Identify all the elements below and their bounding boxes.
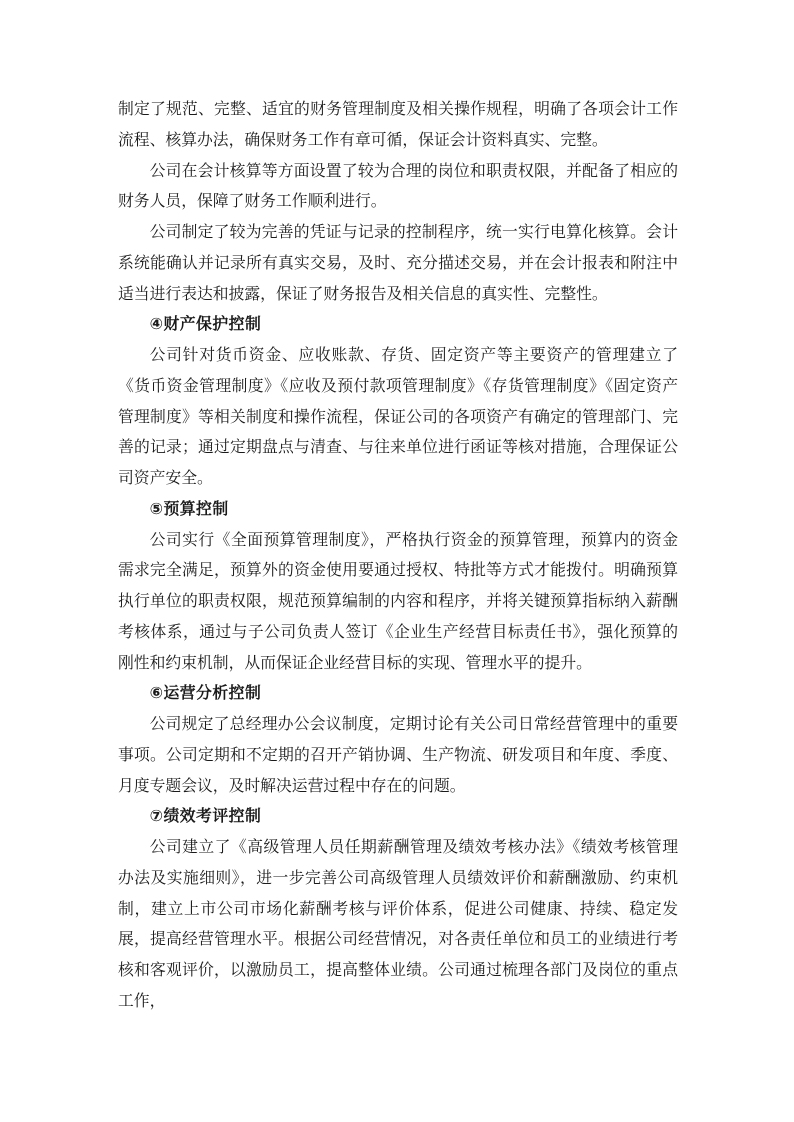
paragraph: 公司建立了《高级管理人员任期薪酬管理及绩效考核办法》《绩效考核管理办法及实施细则》，进一步完善公司高级管理人员绩效评价和薪酬激励、约束机制，建立上市公司市场化薪酬考核与评价体系，促进公司健康、持续、稳定发展，提高经营管理水平。根据公司经营情况，对各责任单位和员工的业绩进行考核和客观评价，以激励员工，提高整体业绩。公司通过梳理各部门及岗位的重点工作， — [118, 839, 678, 1010]
paragraph: 公司在会计核算等方面设置了较为合理的岗位和职责权限，并配备了相应的财务人员，保障了财务工作顺利进行。 — [118, 162, 678, 211]
paragraph-continuation: 制定了规范、完整、适宜的财务管理制度及相关操作规程，明确了各项会计工作流程、核算办法，确保财务工作有章可循，保证会计资料真实、完整。 — [118, 101, 678, 149]
text-block — [118, 95, 678, 1018]
section-heading-budget-control: ⑤预算控制 — [149, 500, 229, 518]
paragraph: 公司制定了较为完善的凭证与记录的控制程序，统一实行电算化核算。会计系统能确认并记录所有真实交易，及时、充分描述交易，并在会计报表和附注中适当进行表达和披露，保证了财务报告及相关信息的真实性、完整性。 — [118, 224, 678, 303]
paragraph: 公司针对货币资金、应收账款、存货、固定资产等主要资产的管理建立了《货币资金管理制度》《应收及预付款项管理制度》《存货管理制度》《固定资产管理制度》等相关制度和操作流程，保证公司的各项资产有确定的管理部门、完善的记录；通过定期盘点与清查、与往来单位进行函证等核对措施，合理保证公司资产安全。 — [118, 347, 678, 487]
paragraph: 公司实行《全面预算管理制度》，严格执行资金的预算管理，预算内的资金需求完全满足，预算外的资金使用要通过授权、特批等方式才能拨付。明确预算执行单位的职责权限，规范预算编制的内容和程序，并将关键预算指标纳入薪酬考核体系，通过与子公司负责人签订《企业生产经营目标责任书》，强化预算的刚性和约束机制，从而保证企业经营目标的实现、管理水平的提升。 — [118, 531, 678, 672]
section-heading-performance-evaluation-control: ⑦绩效考评控制 — [149, 808, 262, 826]
section-heading-operation-analysis-control: ⑥运营分析控制 — [149, 685, 262, 703]
paragraph: 公司规定了总经理办公会议制度，定期讨论有关公司日常经营管理中的重要事项。公司定期和不定期的召开产销协调、生产物流、研发项目和年度、季度、月度专题会议，及时解决运营过程中存在的问题。 — [118, 716, 678, 795]
section-heading-property-protection-control: ④财产保护控制 — [149, 316, 262, 334]
